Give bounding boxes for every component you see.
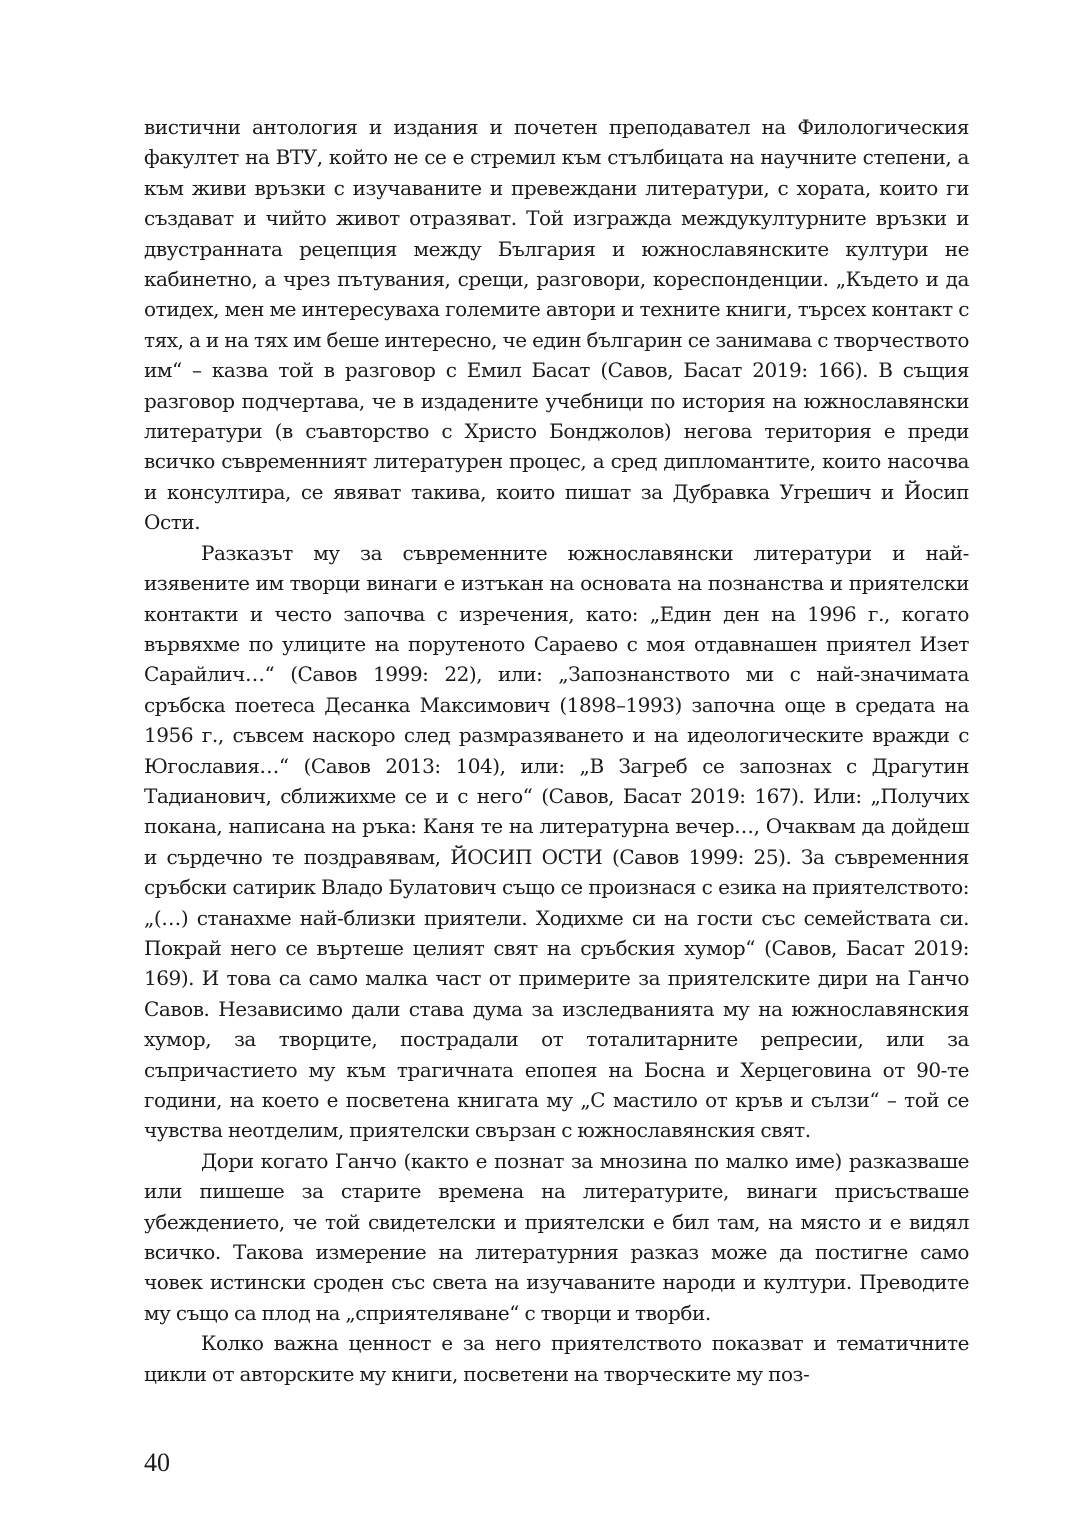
- paragraph-1: вистични антология и издания и почетен преподавател на Филологическия факултет на ВТУ, който не се е стремил към стълбицата на научните степени, а към живи връзки с изучаваните и превеждани литератури, с хората, които ги създават и чийто живот отразяват. Той изгражда междукултурните връзки и двустранната рецепция между България и южнославянските култури не кабинетно, а чрез пътувания, срещи, разговори, кореспонденции. „Където и да отидех, мен ме интересуваха големите автори и техните книги, търсех контакт с тях, а и на тях им беше интересно, че един българин се занимава с творчеството им“ – казва той в разговор с Емил Басат (Савов, Басат 2019: 166). В същия разговор подчертава, че в издадените учебници по история на южнославянски литератури (в съавторство с Христо Бонджолов) негова територия е преди всичко съвременният литературен процес, а сред дипломантите, които насочва и консултира, се явяват такива, които пишат за Дубравка Угрешич и Йосип Ости.: [144, 115, 969, 535]
- page-number: 40: [144, 1448, 170, 1477]
- paragraph-3: Дори когато Ганчо (както е познат за мнозина по малко име) разказваше или пишеше за старите времена на литературите, винаги присъстваше убеждението, че той свидетелски и приятелски е бил там, на място и е видял всичко. Такова измерение на литературния разказ може да постигне само човек истински сроден със света на изучаваните народи и култури. Преводите му също са плод на „сприятеляване“ с творци и творби.: [144, 1148, 969, 1325]
- page-body: [144, 112, 969, 1389]
- paragraph-2: Разказът му за съвременните южнославянски литератури и най-изявените им творци винаги е изтъкан на основата на познанства и приятелски контакти и често започва с изречения, като: „Един ден на 1996 г., когато вървяхме по улиците на порутеното Сараево с моя отдавнашен приятел Изет Сарайлич…“ (Савов 1999: 22), или: „Запознанството ми с най-значимата сръбска поетеса Десанка Максимович (1898–1993) започна още в средата на 1956 г., съвсем наскоро след размразяването и на идеологическите вражди с Югославия…“ (Савов 2013: 104), или: „В Загреб се запознах с Драгутин Тадианович, сближихме се и с него“ (Савов, Басат 2019: 167). Или: „Получих покана, написана на ръка: Каня те на литературна вечер…, Очаквам да дойдеш и сърдечно те поздравявам, ЙОСИП ОСТИ (Савов 1999: 25). За съвременния сръбски сатирик Владо Булатович също се произнася с езика на приятелството: „(…) станахме най-близки приятели. Ходихме си на гости със семействата си. Покрай него се въртеше целият свят на сръбския хумор“ (Савов, Басат 2019: 169). И това са само малка част от примерите за приятелските дири на Ганчо Савов. Независимо дали става дума за изследванията му на южнославянския хумор, за творците, пострадали от тоталитарните репресии, или за съпричастието му към трагичната епопея на Босна и Херцеговина от 90-те години, на което е посветена книгата му „С мастило от кръв и сълзи“ – той се чувства неотделим, приятелски свързан с южнославянския свят.: [144, 540, 969, 1143]
- paragraph-4: Колко важна ценност е за него приятелството показват и тематичните цикли от авторските му книги, посветени на творческите му поз-: [144, 1331, 969, 1386]
